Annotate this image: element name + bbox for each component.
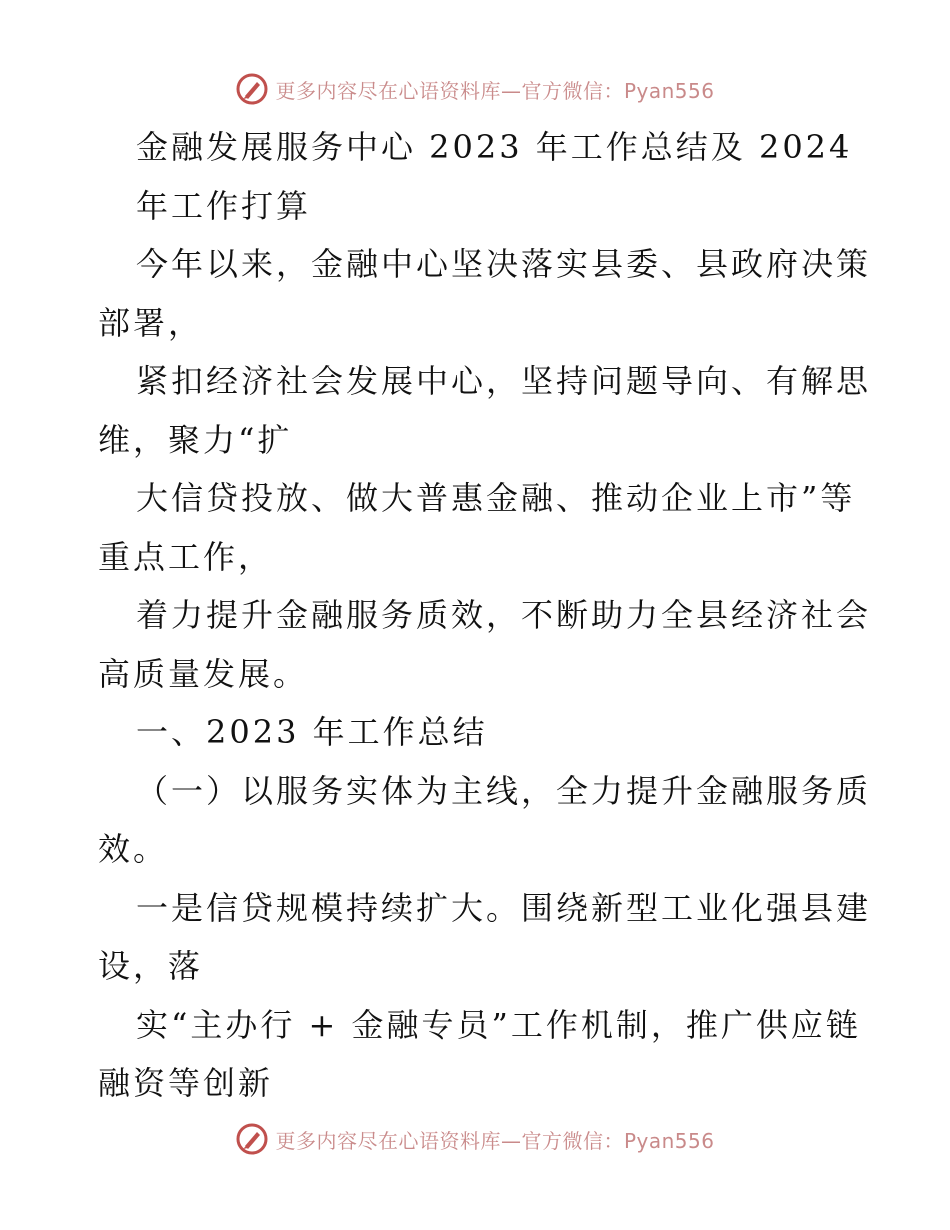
paragraph-line: 高质量发展。	[98, 654, 309, 693]
watermark-text: 更多内容尽在心语资料库—官方微信：Pyan556	[275, 78, 715, 103]
title-line-2: 年工作打算	[136, 186, 312, 225]
paragraph-line: 今年以来，金融中心坚决落实县委、县政府决策	[136, 245, 872, 283]
paragraph-line: 实“主办行 + 金融专员”工作机制，推广供应链	[136, 1005, 861, 1044]
subsection-heading: （一）以服务实体为主线，全力提升金融服务质	[136, 771, 872, 810]
paragraph-line: 紧扣经济社会发展中心，坚持问题导向、有解思	[136, 362, 872, 400]
section-heading: 一、2023 年工作总结	[136, 713, 488, 751]
subsection-heading-cont: 效。	[98, 830, 169, 868]
paragraph-line: 部署，	[98, 303, 204, 342]
paragraph-line: 重点工作，	[98, 537, 274, 576]
pen-nib-seal-icon	[235, 1122, 269, 1156]
paragraph-line: 大信贷投放、做大普惠金融、推动企业上市”等	[136, 479, 856, 517]
paragraph-line: 一是信贷规模持续扩大。围绕新型工业化强县建	[136, 888, 872, 927]
paragraph-line: 设，落	[98, 947, 204, 985]
header-watermark	[0, 72, 950, 106]
watermark-text: 更多内容尽在心语资料库—官方微信：Pyan556	[275, 1128, 715, 1153]
document-body	[98, 118, 872, 1113]
pen-nib-seal-icon	[235, 72, 269, 106]
title-line-1: 金融发展服务中心 2023 年工作总结及 2024	[136, 128, 853, 166]
paragraph-line: 着力提升金融服务质效，不断助力全县经济社会	[136, 596, 872, 634]
footer-watermark	[0, 1122, 950, 1156]
paragraph-line: 融资等创新	[98, 1064, 274, 1102]
paragraph-line: 维，聚力“扩	[98, 420, 293, 459]
